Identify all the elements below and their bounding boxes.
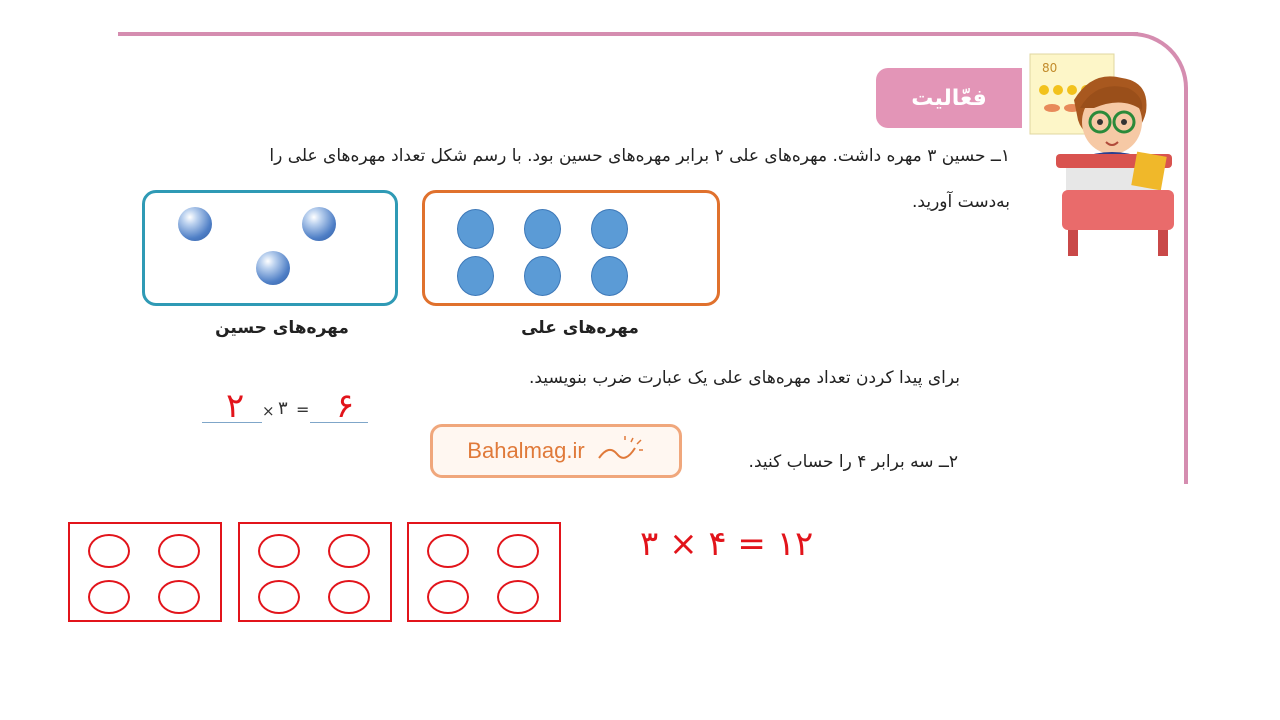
handwritten-equation: ۳ × ۴ = ۱۲ <box>640 524 814 564</box>
watermark-logo-icon <box>595 436 645 466</box>
page-frame-top <box>118 32 1138 36</box>
watermark-text: Bahalmag.ir <box>467 438 585 463</box>
bead <box>302 207 336 241</box>
circle <box>497 580 539 614</box>
circle <box>427 580 469 614</box>
circle <box>328 580 370 614</box>
question-1-line-2: به‌دست آورید. <box>912 192 1010 212</box>
activity-badge-label: فعّالیت <box>911 85 987 111</box>
activity-badge <box>876 68 1022 128</box>
circle <box>258 534 300 568</box>
multiplication-expression <box>200 386 370 426</box>
hossein-caption: مهره‌های حسین <box>215 318 349 338</box>
question-2-text: ۲ــ سه برابر ۴ را حساب کنید. <box>748 452 958 472</box>
bead <box>591 256 628 296</box>
bead <box>524 209 561 249</box>
circle <box>158 580 200 614</box>
bead <box>457 256 494 296</box>
group-box <box>238 522 392 622</box>
group-box <box>68 522 222 622</box>
equals-sign: = <box>296 400 310 419</box>
factor-three: ۳ <box>278 398 288 419</box>
bead <box>256 251 290 285</box>
circle <box>258 580 300 614</box>
hossein-beads-box <box>142 190 398 306</box>
ali-beads-box <box>422 190 720 306</box>
bead <box>524 256 561 296</box>
bahalmag-watermark <box>430 424 682 478</box>
bead <box>178 207 212 241</box>
circle <box>427 534 469 568</box>
page-frame-right <box>1184 96 1188 484</box>
circle <box>88 534 130 568</box>
student-illustration <box>1022 50 1182 260</box>
circle <box>328 534 370 568</box>
instruction-text: برای پیدا کردن تعداد مهره‌های علی یک عبارت ضرب بنویسید. <box>528 368 960 388</box>
bead <box>457 209 494 249</box>
circle <box>88 580 130 614</box>
circle <box>158 534 200 568</box>
handwritten-answer: ۶ <box>336 386 355 426</box>
svg-text:80: 80 <box>1042 61 1058 75</box>
question-1-line-1: ۱ــ حسین ۳ مهره داشت. مهره‌های علی ۲ برابر مهره‌های حسین بود. با رسم شکل تعداد مهره‌های علی را <box>269 146 1010 166</box>
circle <box>497 534 539 568</box>
times-sign: × <box>262 402 275 420</box>
ali-caption: مهره‌های علی <box>521 318 639 338</box>
bead <box>591 209 628 249</box>
handwritten-answer: ۲ <box>226 386 245 426</box>
group-box <box>407 522 561 622</box>
